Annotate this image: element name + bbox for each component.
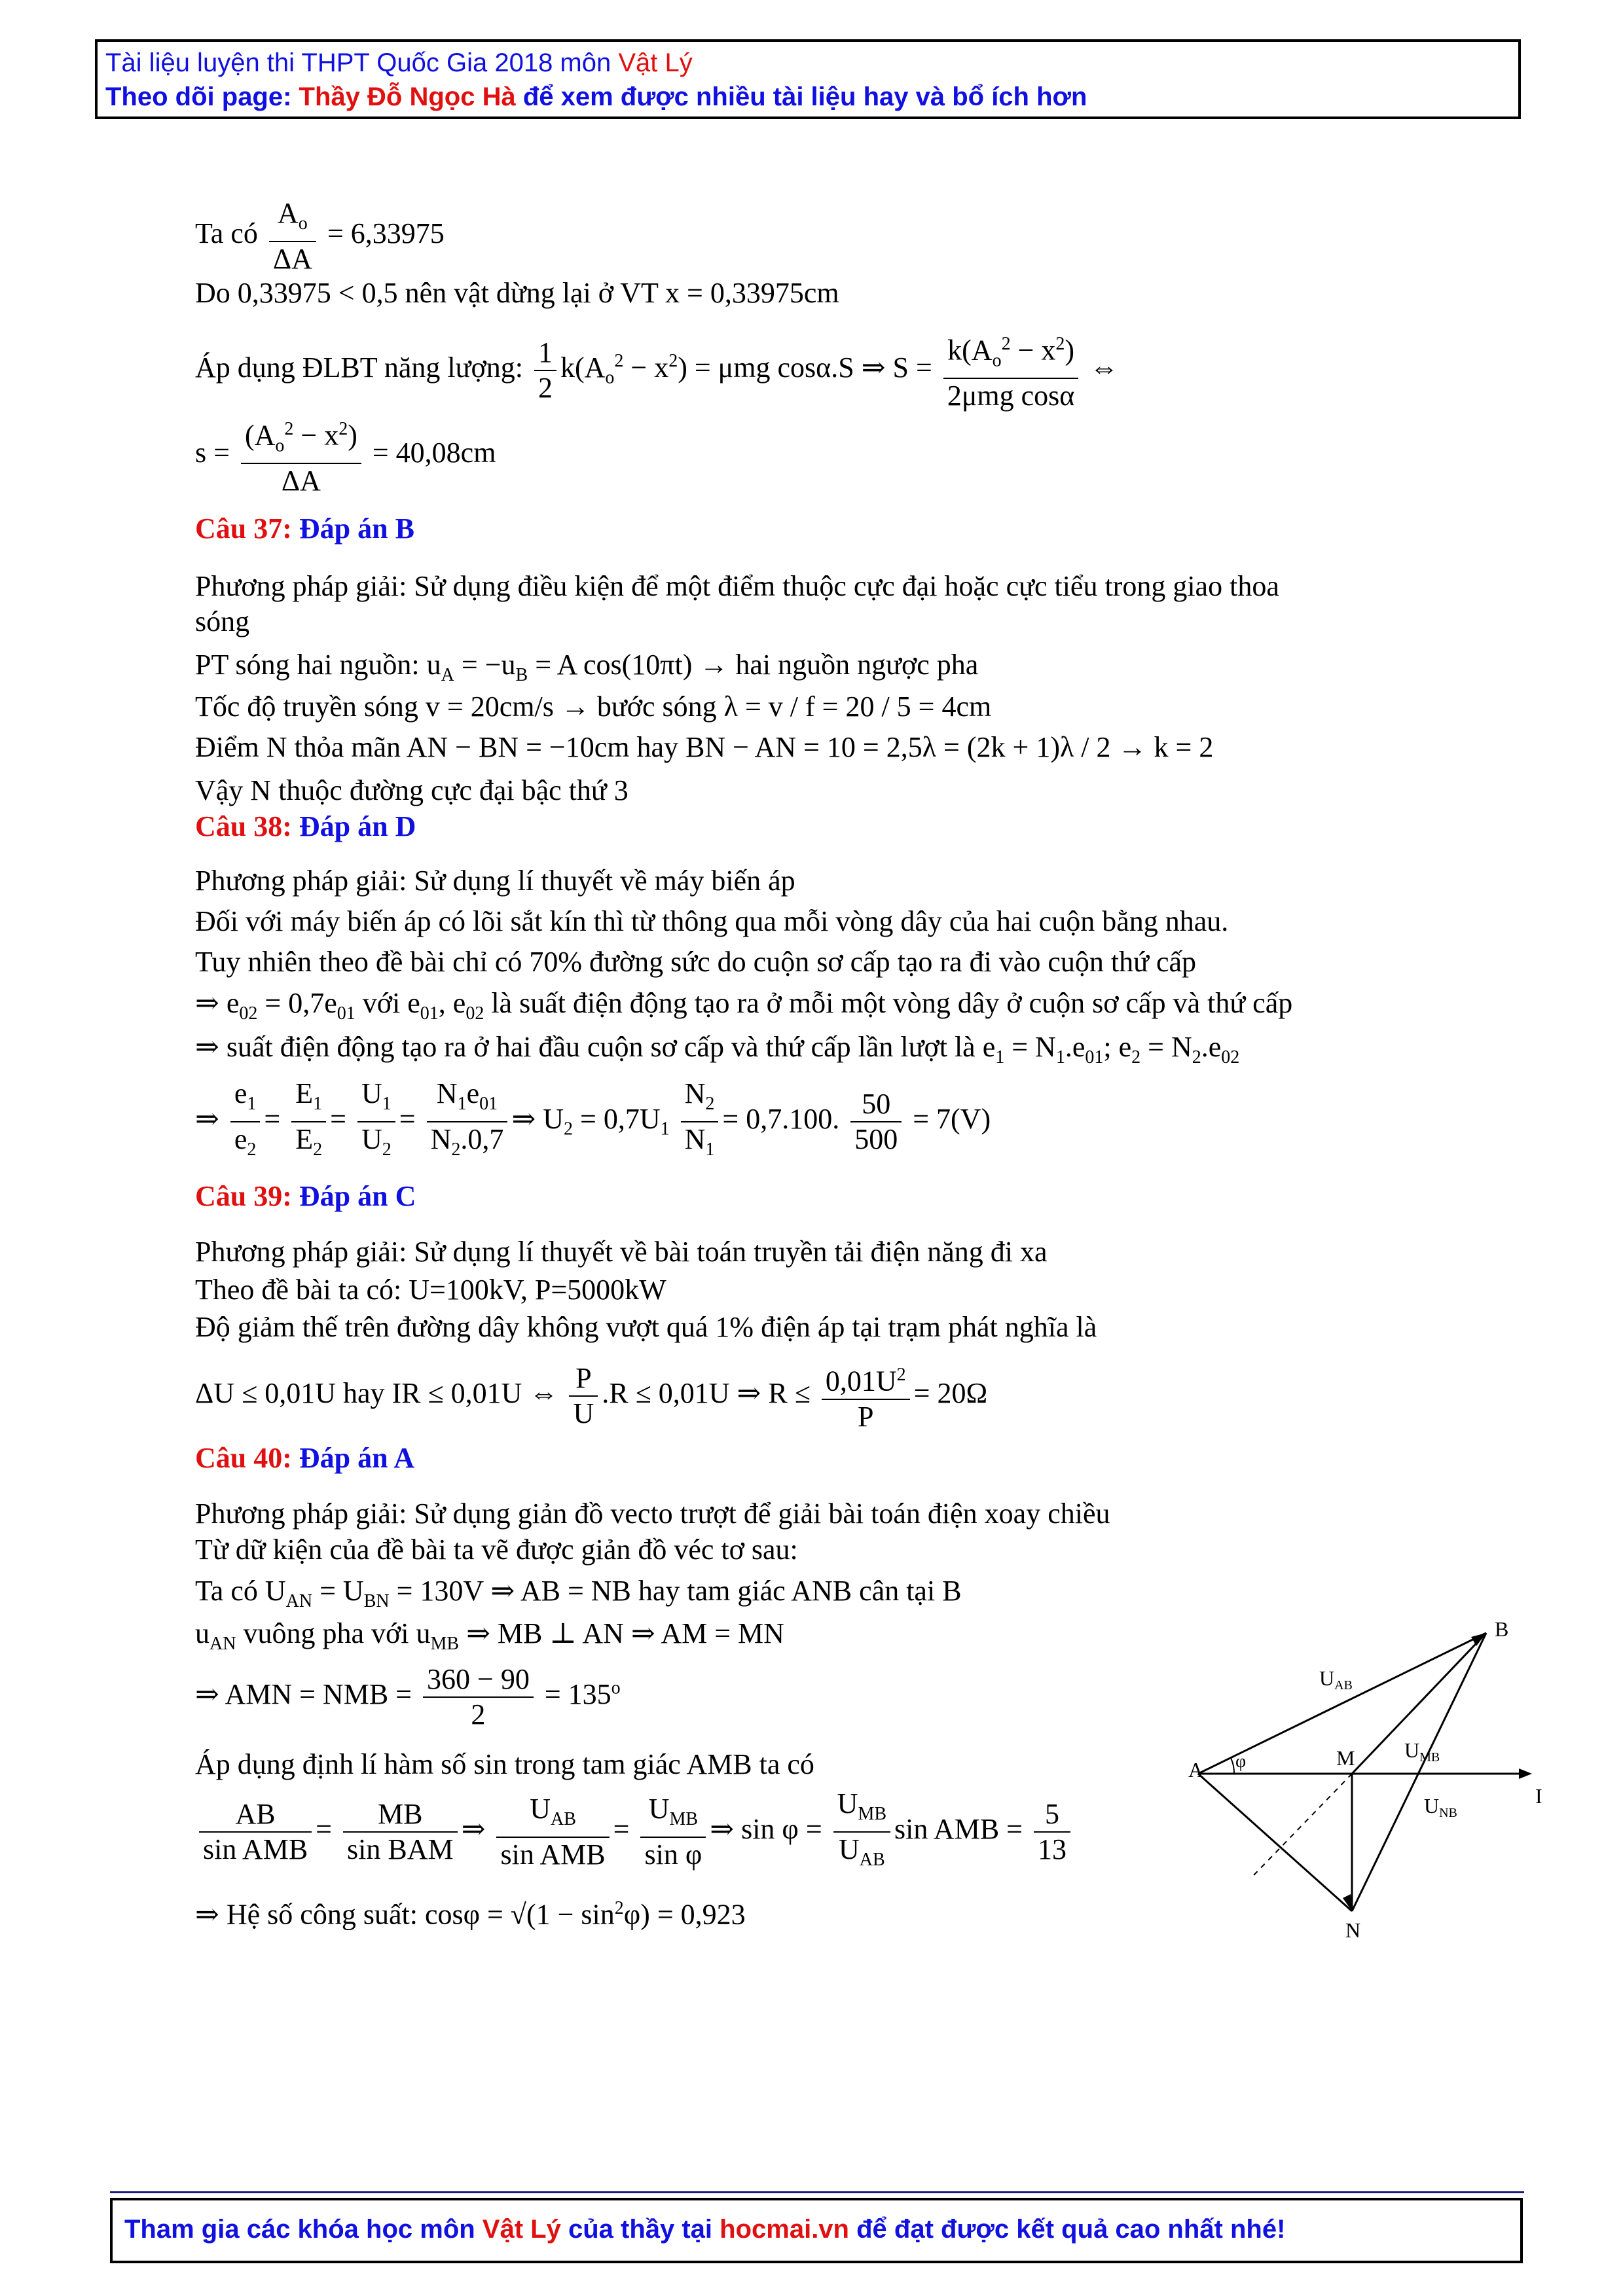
numerator: 360 − 90 [423, 1662, 534, 1698]
answer: Đáp án D [299, 810, 416, 842]
text: ΔU ≤ 0,01U hay IR ≤ 0,01U ⇔ [195, 1376, 558, 1409]
text: Ta có [195, 217, 258, 249]
q37-wave-eq: PT sóng hai nguồn: $u_A = -u_B = A$ cos(10πt) → hai nguồn ngược pha [195, 649, 979, 685]
point-n-label: N [1345, 1918, 1361, 1941]
label: Câu 37: [195, 512, 299, 545]
q37-method-cont: sóng [195, 605, 250, 637]
fraction-s: $\frac{k(A_o^2 - x^2)}{\text{2μmg cosα}}$ [943, 327, 1079, 413]
expr: cosφ = √(1 − sin [424, 1898, 615, 1931]
q40-perpendicular: $u_{AN}$ vuông pha với $u_{MB}$ ⇒ MB ⊥ AN ⇒ AM = MN [195, 1617, 784, 1654]
text: là suất điện động tạo ra ở mỗi một vòng dây ở cuộn sơ cấp và thứ cấp [491, 987, 1293, 1019]
fraction: $\frac{0,01U^2}{P}$ [822, 1358, 910, 1434]
fraction [423, 1662, 534, 1732]
line-energy: Áp dụng ĐLBT năng lượng: $\frac{1}{2}$ $k(A_o^2 - x^2) = \mu mg$ cosα.S ⇒ S = $\frac{k(A_o^2 - x^2)}{\text{2μmg cosα}}$ ⇔ [195, 327, 1118, 413]
vector-nb [1352, 1633, 1486, 1911]
fraction: $\frac{U_{MB}}{U_{AB}}$ [833, 1787, 890, 1877]
numerator: 5 [1034, 1797, 1070, 1833]
line-distance [195, 412, 496, 498]
vector-diagram [1188, 1600, 1555, 1941]
expr: − x [623, 351, 669, 384]
q40-equal-voltage: Ta có $U_{AN} = U_{BN} = 130V$ ⇒ AB = NB hay tam giác ANB cân tại B [195, 1575, 962, 1611]
denominator: 2 [471, 1698, 486, 1731]
label-unb [1424, 1794, 1457, 1820]
fraction: $\frac{N_2}{N_1}$ [681, 1077, 719, 1167]
text: = 130V ⇒ AB = NB hay tam giác ANB cân tại B [396, 1575, 962, 1607]
header-subject: Vật Lý [618, 48, 693, 77]
u-letter: U [1404, 1738, 1420, 1762]
line-ratio [195, 196, 445, 276]
text: ⇒ suất điện động tạo ra ở hai đầu cuộn sơ cấp và thứ cấp lần lượt là [195, 1031, 976, 1063]
value: = 40,08cm [372, 436, 496, 469]
header-line-1 [105, 46, 1510, 80]
header-line-2 [105, 80, 1510, 114]
fraction: $\frac{AB}{\text{sin AMB}}$ [199, 1797, 312, 1867]
result: = 7(V) [913, 1102, 991, 1135]
q40-heading [195, 1440, 414, 1477]
q37-heading [195, 511, 414, 547]
result: φ) = 0,923 [623, 1898, 746, 1931]
q39-calc [195, 1358, 987, 1434]
text: PT sóng hai nguồn: [195, 649, 420, 681]
arrowhead-i [1519, 1768, 1532, 1779]
label-uab [1319, 1666, 1353, 1693]
denominator: 13 [1038, 1833, 1067, 1865]
point-b-label: B [1495, 1617, 1509, 1641]
q37-conclusion: Vậy N thuộc đường cực đại bậc thứ 3 [195, 774, 629, 806]
result: = 20Ω [913, 1376, 988, 1409]
fraction: $\frac{N_1e_{01}}{N_2.0,7}$ [427, 1077, 508, 1167]
q39-condition: Độ giảm thế trên đường dây không vượt quá 1% điện áp tại trạm phát nghĩa là [195, 1311, 1097, 1343]
fraction: $\frac{MB}{\text{sin BAM}}$ [343, 1797, 458, 1867]
label: Câu 38: [195, 810, 299, 842]
result: = 135 [544, 1678, 611, 1711]
q39-method: Phương pháp giải: Sử dụng lí thuyết về bài toán truyền tải điện năng đi xa [195, 1236, 1048, 1268]
fraction: $\frac{P}{U}$ [569, 1361, 598, 1431]
point-a-label: A [1188, 1758, 1204, 1782]
footer-text: Tham gia các khóa học môn [124, 2215, 483, 2244]
label: Câu 39: [195, 1180, 299, 1212]
text: ⇒ AMN = NMB = [195, 1678, 412, 1711]
q40-sine-rule: Áp dụng định lí hàm số sin trong tam giác AMB ta có [195, 1748, 814, 1780]
fraction: $\frac{U_{MB}}{\text{sin φ}}$ [640, 1792, 706, 1872]
q38-line5: ⇒ suất điện động tạo ra ở hai đầu cuộn sơ cấp và thứ cấp lần lượt là $e_1 = N_1.e_{01}$; $e_2 = N_2.e_{02}$ [195, 1031, 1240, 1067]
fraction-half: $\frac{1}{2}$ [534, 336, 556, 405]
fraction: $\frac{U_1}{U_2}$ [357, 1077, 395, 1167]
text: ⇒ MB ⊥ AN ⇒ AM = MN [459, 1617, 784, 1649]
point-m-label: M [1336, 1746, 1355, 1770]
fraction: $\frac{A_o}{\Delta A}$ [269, 196, 316, 276]
q40-method: Phương pháp giải: Sử dụng giản đồ vecto trượt để giải bài toán điện xoay chiều [195, 1498, 1110, 1530]
angle-phi-arc [1231, 1758, 1234, 1774]
fraction [1034, 1797, 1070, 1867]
line-stop-position: Do 0,33975 < 0,5 nên vật dừng lại ở VT x = 0,33975cm [195, 277, 839, 309]
footer-site-link[interactable]: hocmai.vn [720, 2215, 849, 2244]
q38-line3: Tuy nhiên theo đề bài chỉ có 70% đường sức do cuộn sơ cấp tạo ra đi vào cuộn thứ cấp [195, 946, 1196, 978]
expr: k(A [560, 351, 606, 384]
q37-point-n: Điểm N thỏa mãn AN − BN = −10cm hay BN − AN = 10 = 2,5λ = (2k + 1)λ / 2 → k = 2 [195, 731, 1214, 763]
header-follow-suffix: để xem được nhiều tài liệu hay và bổ ích hơn [515, 82, 1087, 111]
q38-heading [195, 808, 416, 845]
q40-angle: ⇒ AMN = NMB = $\frac{360 - 90}{2}$ = $135^o$ [195, 1663, 621, 1731]
arrowhead-an [1343, 1894, 1352, 1911]
footer-subject: Vật Lý [482, 2215, 561, 2244]
answer: Đáp án B [299, 512, 414, 545]
answer: Đáp án A [299, 1442, 414, 1474]
expr: ) = μmg cosα.S ⇒ S = [678, 351, 932, 384]
text: s = [195, 436, 230, 469]
q40-power-factor: ⇒ Hệ số công suất: $\cos\varphi = √(1 - \sin^2\varphi) = 0,923$ [195, 1898, 746, 1931]
q38-line4: ⇒ $e_{02} = 0,7e_{01}$ với $e_{01}$, $e_{02}$ là suất điện động tạo ra ở mỗi một vòng dây ở cuộn sơ cấp và thứ cấp [195, 987, 1293, 1024]
q40-diagram-intro: Từ dữ kiện của đề bài ta vẽ được giản đồ véc tơ sau: [195, 1534, 798, 1566]
u-letter: U [1319, 1666, 1335, 1690]
dashed-line [1254, 1774, 1352, 1875]
footer-divider [110, 2191, 1524, 2193]
fraction: $\frac{e_1}{e_2}$ [230, 1077, 261, 1167]
u-letter: U [1424, 1794, 1440, 1818]
fraction: $\frac{50}{500}$ [850, 1087, 902, 1157]
subscript-mb: MB [1419, 1750, 1440, 1765]
q38-line2: Đối với máy biến áp có lõi sắt kín thì từ thông qua mỗi vòng dây của hai cuộn bằng nhau. [195, 905, 1229, 937]
answer: Đáp án C [299, 1180, 416, 1212]
header-follow: Theo dõi page: [105, 82, 299, 111]
q40-sine-calc: $\frac{AB}{\text{sin AMB}}$ = $\frac{MB}{\text{sin BAM}}$ ⇒ $\frac{U_{AB}}{\text{sin AMB}}$ = $\frac{U_{MB}}{\text{sin φ}}$ ⇒ sin φ = $\frac{U_{MB}}{U_{AB}}$ sin AMB = $\frac{5}{13}$ [195, 1787, 1074, 1877]
angle-phi-label: φ [1235, 1751, 1247, 1772]
q38-line6: ⇒ $\frac{e_1}{e_2}$ = $\frac{E_1}{E_2}$ = $\frac{U_1}{U_2}$ = $\frac{N_1e_{01}}{N_2.0,7}$ ⇒ $U_2 = 0,7U_1$ $\frac{N_2}{N_1}$ = 0,7.100. $\frac{50}{500}$ = 7(V) [195, 1077, 991, 1167]
text: ⇒ Hệ số công suất: [195, 1898, 418, 1931]
q39-given: Theo đề bài ta có: U=100kV, P=5000kW [195, 1274, 666, 1306]
denominator: 2μmg cosα [947, 380, 1075, 412]
page-footer [110, 2198, 1523, 2263]
equiv: ⇔ [1089, 351, 1119, 384]
subscript-nb: NB [1439, 1806, 1457, 1820]
text: .R ≤ 0,01U ⇒ R ≤ [602, 1376, 811, 1409]
page-header [95, 39, 1521, 119]
denominator: ΔA [281, 465, 321, 497]
subscript-ab: AB [1334, 1678, 1353, 1693]
header-teacher[interactable]: Thầy Đỗ Ngọc Hà [299, 82, 516, 111]
vector-an [1198, 1774, 1352, 1911]
footer-text: của thầy tại [560, 2215, 720, 2244]
q38-method: Phương pháp giải: Sử dụng lí thuyết về máy biến áp [195, 865, 795, 897]
label: Câu 40: [195, 1442, 299, 1474]
expr: = A cos(10πt) → hai nguồn ngược pha [535, 649, 979, 681]
header-title: Tài liệu luyện thi THPT Quốc Gia 2018 môn [105, 48, 619, 77]
text: Áp dụng ĐLBT năng lượng: [195, 351, 523, 384]
q37-method: Phương pháp giải: Sử dụng điều kiện để một điểm thuộc cực đại hoặc cực tiểu trong giao thoa [195, 570, 1279, 602]
axis-i-label: I [1535, 1784, 1542, 1808]
fraction: $\frac{U_{AB}}{\text{sin AMB}}$ [496, 1792, 609, 1872]
q39-heading [195, 1178, 416, 1215]
footer-text: để đạt được kết quả cao nhất nhé! [849, 2215, 1286, 2244]
fraction: $\frac{(A_o^2 - x^2)}{\Delta A}$ [241, 412, 361, 498]
q37-wavelength: Tốc độ truyền sóng v = 20cm/s → bước sóng λ = v / f = 20 / 5 = 4cm [195, 691, 992, 723]
denominator: ΔA [272, 242, 312, 275]
text: vuông pha với u [236, 1617, 431, 1649]
numerator: A [278, 197, 299, 229]
value: = 6,33975 [327, 217, 445, 249]
fraction: $\frac{E_1}{E_2}$ [291, 1077, 326, 1167]
